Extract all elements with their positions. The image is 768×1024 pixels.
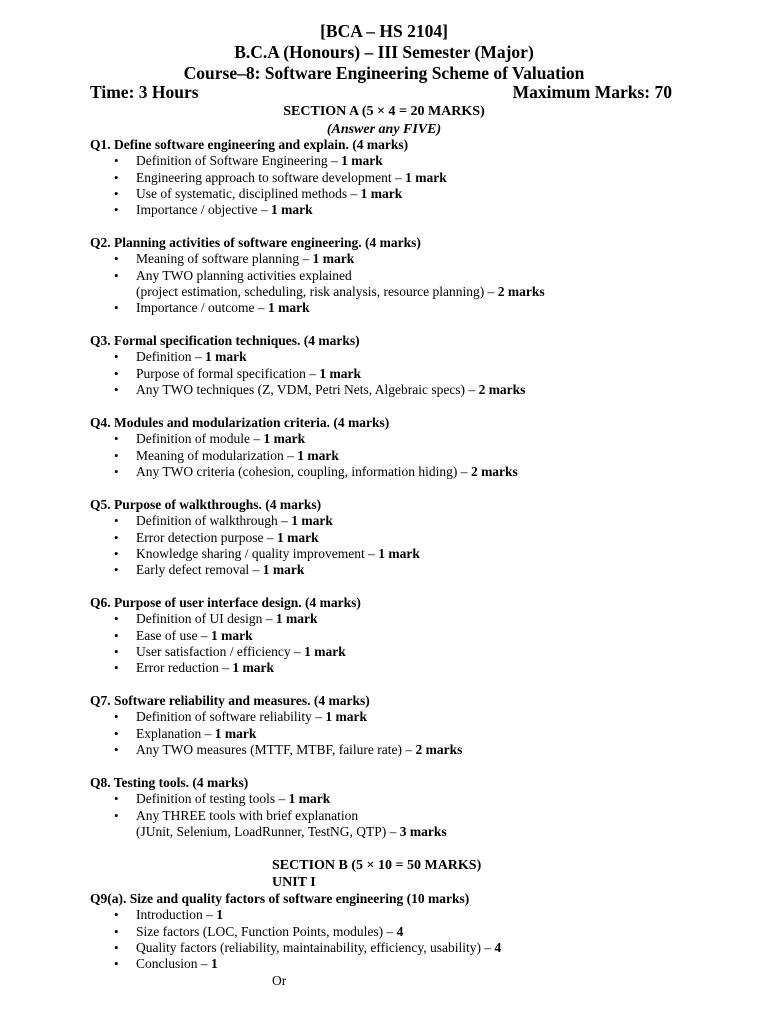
item-mark: 1 mark: [288, 791, 331, 807]
list-item: [90, 940, 730, 956]
item-text: (JUnit, Selenium, LoadRunner, TestNG, QTP) –: [136, 823, 400, 839]
item-mark: 1 mark: [291, 513, 333, 529]
question-title: Q7. Software reliability and measures. (4 marks): [90, 693, 370, 708]
item-mark: 1 mark: [319, 365, 361, 381]
item-text: Definition of testing tools –: [136, 791, 289, 807]
question-block: [90, 235, 730, 316]
list-item: [90, 431, 730, 447]
item-mark: 1 mark: [210, 627, 253, 643]
question-block: [90, 415, 730, 480]
item-text: Meaning of modularization –: [136, 447, 298, 463]
question-title: Q2. Planning activities of software engineering. (4 marks): [90, 235, 421, 250]
item-text: Engineering approach to software development –: [136, 169, 406, 185]
list-item: [90, 907, 730, 923]
question-block: [90, 891, 730, 972]
question-title: Q3. Formal specification techniques. (4 marks): [90, 333, 360, 348]
item-mark: 1: [211, 956, 218, 972]
question-title: Q1. Define software engineering and explain. (4 marks): [90, 137, 409, 152]
item-mark: 4: [494, 939, 502, 955]
marks-list: [90, 251, 730, 316]
item-text: Meaning of software planning –: [136, 251, 313, 267]
list-item: [90, 660, 730, 676]
item-text: Definition of walkthrough –: [136, 513, 292, 529]
list-item: [90, 382, 730, 398]
item-mark: 1 mark: [267, 300, 310, 316]
list-item: [90, 300, 730, 316]
item-text: Importance / outcome –: [136, 300, 268, 316]
marks-list: [90, 709, 730, 758]
item-text: Definition of UI design –: [136, 611, 276, 627]
question-block: [90, 137, 730, 218]
item-mark: 2 marks: [415, 741, 463, 757]
marks-list: [90, 611, 730, 676]
list-item: [90, 366, 730, 382]
unit-label: UNIT I: [272, 875, 316, 890]
list-item: [90, 349, 730, 365]
item-text: Early defect removal –: [136, 562, 263, 578]
item-mark: 1 mark: [360, 185, 403, 201]
or-label: Or: [272, 973, 287, 988]
item-text: (project estimation, scheduling, risk analysis, resource planning) –: [136, 283, 498, 299]
question-block: [90, 497, 730, 578]
item-mark: 1 mark: [304, 643, 346, 659]
section-b-title: SECTION B (5 × 10 = 50 MARKS): [272, 858, 482, 873]
item-mark: 1 mark: [263, 431, 306, 447]
item-mark: 1 mark: [275, 611, 318, 627]
list-item: [90, 628, 730, 644]
list-item: [90, 742, 730, 758]
max-marks-label: Maximum Marks: 70: [512, 82, 672, 102]
item-text: Size factors (LOC, Function Points, modules) –: [136, 923, 397, 939]
item-mark: 1 mark: [378, 545, 420, 561]
marks-list: [90, 349, 730, 398]
item-mark: 2 marks: [497, 283, 545, 299]
question-title: Q4. Modules and modularization criteria. (4 marks): [90, 415, 390, 430]
item-text: Knowledge sharing / quality improvement –: [136, 545, 379, 561]
item-mark: 1 mark: [232, 660, 274, 676]
course-title: Course–8: Software Engineering Scheme of Valuation: [183, 63, 585, 83]
list-item-continuation: [90, 824, 730, 840]
item-text: Quality factors (reliability, maintainability, efficiency, usability) –: [136, 939, 495, 955]
list-item: [90, 644, 730, 660]
item-text: Error reduction –: [136, 660, 233, 676]
list-item: [90, 251, 730, 267]
item-mark: 1 mark: [270, 202, 313, 218]
item-text: Definition of module –: [136, 431, 264, 447]
item-mark: 3 marks: [399, 823, 447, 839]
list-item: [90, 956, 730, 972]
list-item: [90, 202, 730, 218]
time-label: Time: 3 Hours: [90, 82, 199, 102]
marks-list: [90, 153, 730, 218]
list-item-continuation: [90, 284, 730, 300]
question-block: [90, 693, 730, 758]
list-item: [90, 924, 730, 940]
item-text: Explanation –: [136, 725, 215, 741]
item-mark: 2 marks: [478, 381, 526, 397]
item-text: Definition –: [136, 349, 205, 365]
question-block: [90, 775, 730, 840]
item-mark: 1: [216, 907, 223, 923]
list-item: [90, 513, 730, 529]
list-item: [90, 791, 730, 807]
section-a-note: (Answer any FIVE): [326, 122, 442, 137]
program-title: B.C.A (Honours) – III Semester (Major): [234, 42, 534, 62]
item-mark: 1 mark: [312, 251, 355, 267]
question-title: Q9(a). Size and quality factors of software engineering (10 marks): [90, 891, 470, 906]
marks-list: [90, 907, 730, 972]
section-a-title: SECTION A (5 × 4 = 20 MARKS): [283, 104, 485, 119]
paper-code: [BCA – HS 2104]: [320, 21, 448, 41]
question-title: Q8. Testing tools. (4 marks): [90, 775, 249, 790]
marks-list: [90, 791, 730, 840]
item-mark: 1 mark: [297, 447, 339, 463]
list-item: [90, 186, 730, 202]
item-text: Importance / objective –: [136, 202, 271, 218]
marks-list: [90, 513, 730, 578]
list-item: [90, 448, 730, 464]
list-item: [90, 808, 730, 824]
marks-list: [90, 431, 730, 480]
question-title: Q5. Purpose of walkthroughs. (4 marks): [90, 497, 322, 512]
item-text: Any TWO measures (MTTF, MTBF, failure rate) –: [136, 741, 416, 757]
item-text: Any TWO criteria (cohesion, coupling, information hiding) –: [136, 463, 471, 479]
item-mark: 1 mark: [205, 349, 247, 365]
item-mark: 1 mark: [405, 169, 447, 185]
item-text: Any THREE tools with brief explanation: [136, 807, 359, 823]
question-title: Q6. Purpose of user interface design. (4 marks): [90, 595, 361, 610]
item-text: Definition of software reliability –: [136, 709, 326, 725]
item-text: User satisfaction / efficiency –: [136, 643, 305, 659]
item-mark: 1 mark: [325, 709, 367, 725]
list-item: [90, 562, 730, 578]
list-item: [90, 153, 730, 169]
item-text: Introduction –: [136, 907, 217, 923]
item-text: Use of systematic, disciplined methods –: [136, 185, 361, 201]
list-item: [90, 464, 730, 480]
item-text: Any TWO planning activities explained: [136, 267, 352, 283]
item-mark: 1 mark: [214, 725, 257, 741]
time-marks-row: [90, 81, 672, 103]
item-text: Any TWO techniques (Z, VDM, Petri Nets, Algebraic specs) –: [136, 381, 479, 397]
list-item: [90, 268, 730, 284]
list-item: [90, 709, 730, 725]
question-block: [90, 595, 730, 676]
list-item: [90, 530, 730, 546]
item-text: Ease of use –: [136, 627, 211, 643]
list-item: [90, 546, 730, 562]
item-mark: 2 marks: [470, 463, 518, 479]
question-block: [90, 333, 730, 398]
list-item: [90, 611, 730, 627]
item-text: Definition of Software Engineering –: [136, 153, 342, 169]
item-text: Error detection purpose –: [136, 529, 277, 545]
item-mark: 1 mark: [276, 529, 319, 545]
item-mark: 1 mark: [341, 153, 383, 169]
item-text: Conclusion –: [136, 956, 212, 972]
item-text: Purpose of formal specification –: [136, 365, 320, 381]
list-item: [90, 170, 730, 186]
item-mark: 4: [396, 923, 404, 939]
item-mark: 1 mark: [262, 562, 305, 578]
list-item: [90, 726, 730, 742]
